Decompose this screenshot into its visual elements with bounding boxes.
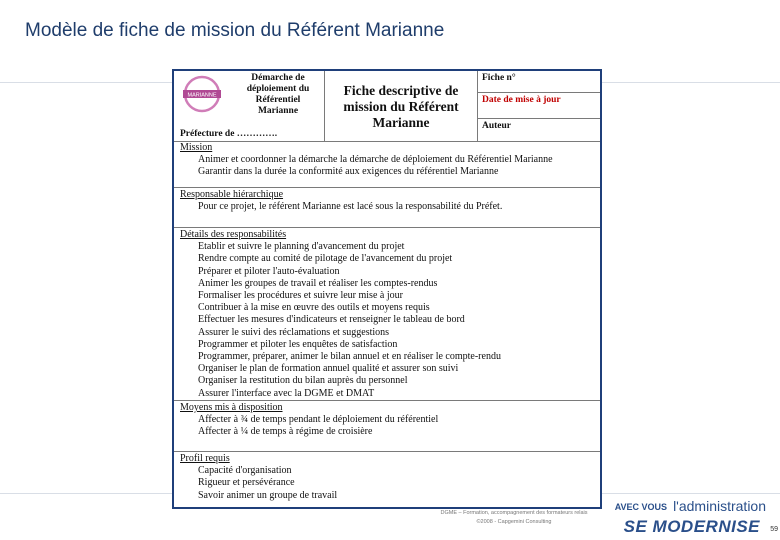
form-section <box>180 189 594 213</box>
section-divider <box>174 187 600 188</box>
brand-se-modernise: SE MODERNISE <box>623 517 760 536</box>
form-section <box>180 453 594 502</box>
form-section <box>180 402 594 439</box>
section-title: Responsable hiérarchique <box>180 189 284 200</box>
update-date-field: Date de mise à jour <box>478 93 600 119</box>
form-section <box>180 142 594 179</box>
prefecture-field: Préfecture de …………. <box>180 129 278 139</box>
footer-line: DGME – Formation, accompagnement des formateurs relais <box>440 510 588 516</box>
fiche-title-line: Marianne <box>372 115 430 130</box>
brand-logo <box>616 495 766 539</box>
demarche-label <box>234 73 322 117</box>
form-header <box>174 71 600 142</box>
fiche-title <box>325 83 477 131</box>
demarche-line: Référentiel <box>255 95 301 105</box>
section-item: Effectuer les mesures d'indicateurs et renseigner le tableau de bord <box>198 314 465 326</box>
section-item: Organiser la restitution du bilan auprès du personnel <box>198 375 408 387</box>
brand-avec-vous: AVEC VOUS <box>614 502 668 512</box>
section-divider <box>174 451 600 452</box>
section-item: Animer les groupes de travail et réaliser les comptes-rendus <box>198 277 438 289</box>
form-header-right <box>478 71 600 141</box>
footer-line: ©2008 - Capgemini Consulting <box>476 519 552 525</box>
section-title: Détails des responsabilités <box>180 229 287 240</box>
demarche-line: Démarche de <box>251 73 305 83</box>
footer-text <box>405 509 623 527</box>
section-title: Moyens mis à disposition <box>180 402 283 413</box>
demarche-line: Marianne <box>257 106 299 116</box>
section-item: Garantir dans la durée la conformité aux exigences du référentiel Marianne <box>198 166 499 178</box>
section-item: Préparer et piloter l'auto-évaluation <box>198 265 340 277</box>
section-divider <box>174 227 600 228</box>
page-number: 59 <box>770 526 778 533</box>
brand-administration: l'administration <box>673 498 766 514</box>
form-header-left <box>174 71 325 141</box>
section-title: Profil requis <box>180 453 230 464</box>
section-item: Animer et coordonner la démarche la démarche de déploiement du Référentiel Marianne <box>198 154 553 166</box>
section-item: Organiser le plan de formation annuel qualité et assurer son suivi <box>198 363 459 375</box>
section-item: Programmer et piloter les enquêtes de satisfaction <box>198 338 398 350</box>
section-divider <box>174 400 600 401</box>
fiche-title-line: Fiche descriptive de <box>343 83 459 98</box>
author-field: Auteur <box>482 121 512 131</box>
section-item: Contribuer à la mise en œuvre des outils et moyens requis <box>198 302 430 314</box>
fiche-number-field: Fiche n° <box>478 71 600 93</box>
section-item: Rigueur et persévérance <box>198 477 295 489</box>
brand-top <box>615 498 766 514</box>
fiche-title-line: mission du Référent <box>343 99 459 114</box>
section-item: Rendre compte au comité de pilotage de l'avancement du projet <box>198 253 453 265</box>
section-item: Pour ce projet, le référent Marianne est lacé sous la responsabilité du Préfet. <box>198 201 503 213</box>
section-title: Mission <box>180 142 213 153</box>
form-section <box>180 229 594 400</box>
section-item: Assurer l'interface avec la DGME et DMAT <box>198 387 375 399</box>
mission-form-document <box>172 69 602 509</box>
section-item: Programmer, préparer, animer le bilan annuel et en réaliser le compte-rendu <box>198 351 501 363</box>
form-header-title <box>325 71 478 141</box>
section-item: Affecter à ¾ de temps pendant le déploiement du référentiel <box>198 414 439 426</box>
section-item: Savoir animer un groupe de travail <box>198 489 338 501</box>
slide-title: Modèle de fiche de mission du Référent Marianne <box>25 20 445 41</box>
section-item: Affecter à ¼ de temps à régime de croisière <box>198 426 373 438</box>
demarche-line: déploiement du <box>246 84 310 94</box>
section-item: Capacité d'organisation <box>198 465 292 477</box>
section-item: Assurer le suivi des réclamations et suggestions <box>198 326 390 338</box>
marianne-logo-icon <box>179 75 225 113</box>
logo-text: MARIANNE <box>187 92 217 99</box>
section-item: Etablir et suivre le planning d'avancement du projet <box>198 241 405 253</box>
section-item: Formaliser les procédures et suivre leur mise à jour <box>198 290 403 302</box>
